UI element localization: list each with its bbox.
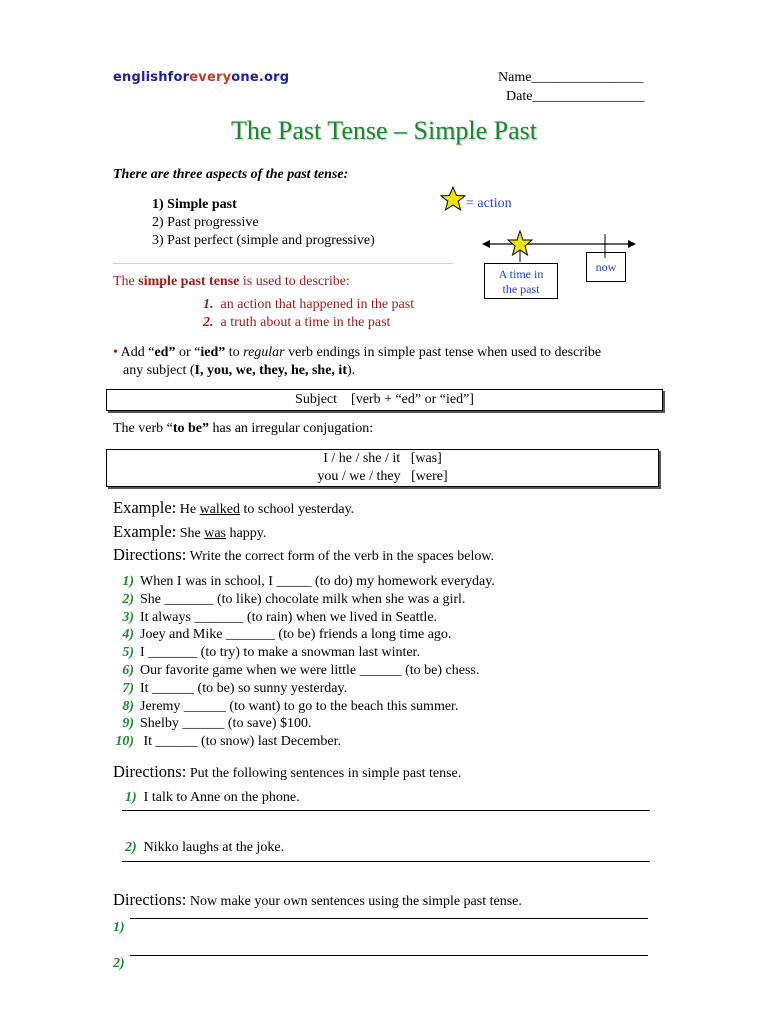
exercise-2-item: 1) I talk to Anne on the phone. [125,790,300,805]
logo-part-1: englishfor [113,70,190,85]
aspects-list [152,196,375,250]
answer-line[interactable] [122,861,650,862]
list-item: 9) Shelby ______ (to save) $100. [122,716,312,732]
answer-line[interactable] [130,918,648,919]
list-item: 3) It always _______ (to rain) when we lived in Seattle. [122,609,438,625]
list-item: 5) I _______ (to try) to make a snowman last winter. [122,645,420,661]
directions-3: Directions: Now make your own sentences using the simple past tense. [113,890,522,909]
list-item: 6) Our favorite game when we were little ______ (to be) chess. [122,662,480,678]
formula-box [106,389,663,411]
aspect-item: 2) Past progressive [152,215,259,230]
past-time-label-2: the past [502,282,540,296]
site-logo [113,70,289,85]
formula-subject: Subject [295,392,338,407]
usage-lead: The simple past tense is used to describe: [113,274,350,289]
to-be-box [106,449,659,487]
past-time-box [484,263,558,299]
example-2: Example: She was happy. [113,522,267,541]
rule-text-line-1: • Add “ed” or “ied” to regular verb endings in simple past tense when used to describe [113,345,602,360]
now-box [586,252,626,282]
aspects-intro: There are three aspects of the past tense: [113,167,349,182]
aspect-item: 1) Simple past [152,197,237,212]
to-be-singular: I / he / she / it [was] [323,451,442,466]
now-label: now [595,260,617,274]
section-divider [113,263,453,264]
past-time-label-1: A time in [498,267,544,281]
aspect-item: 3) Past perfect (simple and progressive) [152,233,375,248]
directions-1: Directions: Write the correct form of the verb in the spaces below. [113,545,495,564]
page-title: The Past Tense – Simple Past [230,116,538,145]
to-be-plural: you / we / they [were] [317,469,448,484]
star-icon [440,186,466,212]
rule-text-line-2: any subject (I, you, we, they, he, she, it). [123,363,356,378]
answer-line[interactable] [130,955,648,956]
exercise-3-number: 2) [113,956,125,971]
exercise-3-number: 1) [113,920,125,935]
date-field[interactable]: Date________________ [506,89,645,104]
example-1: Example: He walked to school yesterday. [113,498,355,517]
list-item: 8) Jeremy ______ (to want) to go to the beach this summer. [122,698,459,714]
exercise-2-item: 2) Nikko laughs at the joke. [125,840,285,855]
action-legend-label: = action [466,196,512,211]
list-item: 7) It ______ (to be) so sunny yesterday. [122,680,348,696]
to-be-intro: The verb “to be” has an irregular conjugation: [113,421,374,436]
list-item: 4) Joey and Mike _______ (to be) friends a long time ago. [122,627,452,643]
logo-part-3: one.org [231,70,290,85]
exercise-1-list [110,574,495,752]
list-item: 2) She _______ (to like) chocolate milk when she was a girl. [122,591,466,607]
answer-line[interactable] [122,810,650,811]
usage-item: 2. a truth about a time in the past [203,315,391,330]
list-item: 1) When I was in school, I _____ (to do) my homework everyday. [122,574,495,589]
list-item: 10) It ______ (to snow) last December. [115,734,342,750]
directions-2: Directions: Put the following sentences in simple past tense. [113,762,462,781]
formula-verb: [verb + “ed” or “ied”] [351,392,474,407]
usage-item: 1. an action that happened in the past [203,297,415,312]
name-field[interactable]: Name________________ [498,70,644,85]
logo-part-2: every [189,70,232,85]
